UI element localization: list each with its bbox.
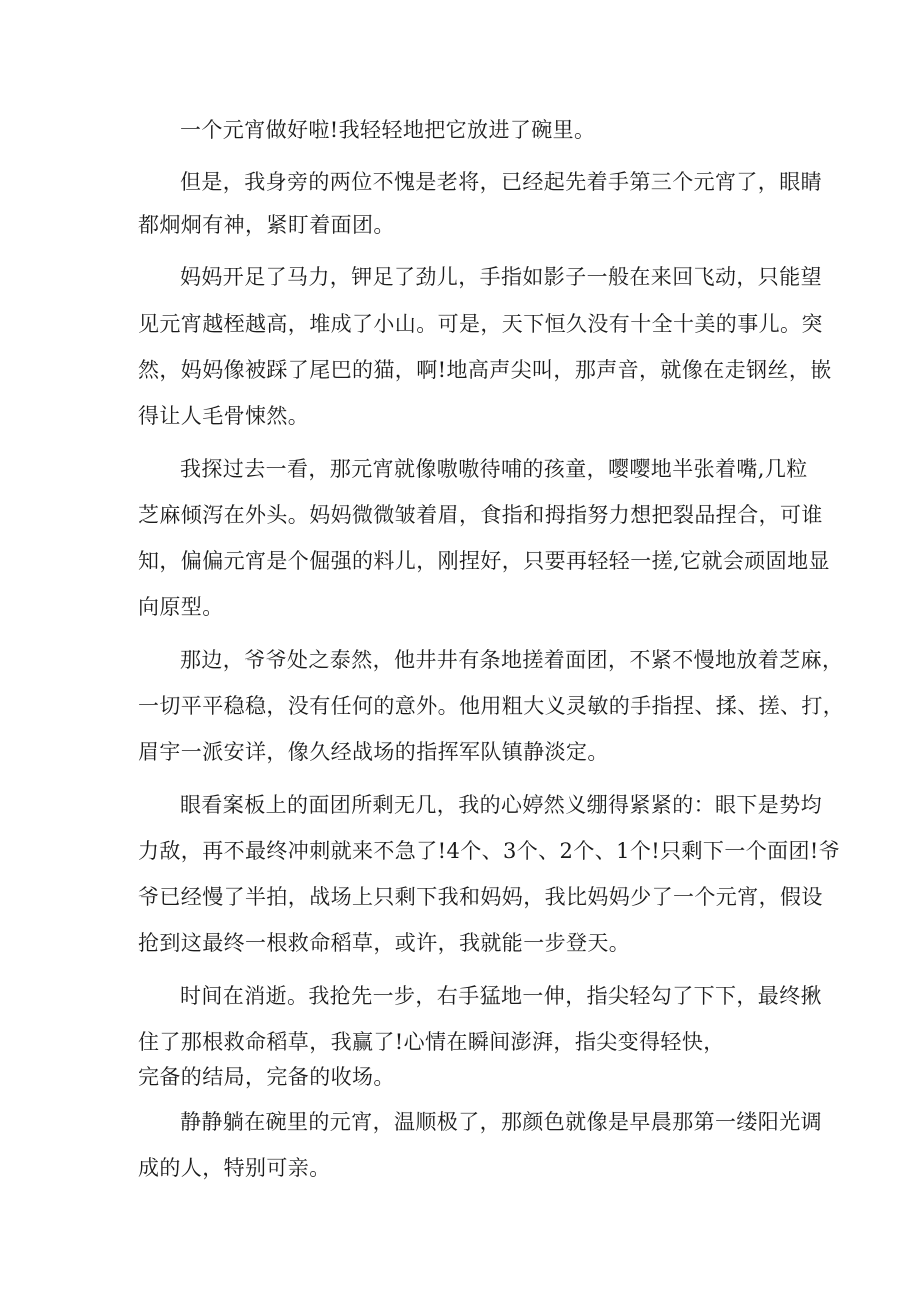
- text-line: 完备的结局，完备的收场。: [138, 1065, 395, 1089]
- text-line: 向原型。: [138, 595, 224, 619]
- text-line: 芝麻倾泻在外头。妈妈微微皱着眉，食指和拇指努力想把裂品捏合，可谁: [138, 503, 823, 527]
- text-line: 爷已经慢了半拍，战场上只剩下我和妈妈，我比妈妈少了一个元宵，假设: [138, 885, 823, 909]
- text-line: 然，妈妈像被踩了尾巴的猫，啊!地高声尖叫，那声音，就像在走钢丝，嵌: [138, 358, 832, 382]
- text-line: 但是，我身旁的两位不愧是老将，已经起先着手第三个元宵了，眼睛: [180, 170, 822, 194]
- text-line: 住了那根救命稻草，我赢了!心情在瞬间澎湃，指尖变得轻快，: [138, 1030, 725, 1054]
- text-line: 都炯炯有神，紧盯着面团。: [138, 213, 395, 237]
- text-line: 我探过去一看，那元宵就像嗷嗷待哺的孩童，嘤嘤地半张着嘴,几粒: [180, 457, 808, 481]
- text-line: 得让人毛骨悚然。: [138, 404, 310, 428]
- text-line: 成的人，特别可亲。: [138, 1156, 331, 1180]
- text-line: 眉宇一派安详，像久经战场的指挥军队镇静淡定。: [138, 740, 609, 764]
- text-line: 力敌，再不最终冲刺就来不急了!4个、3个、2个、1个!只剩下一个面团!爷: [138, 839, 841, 863]
- text-line: 眼看案板上的面团所剩无几，我的心婷然义绷得紧紧的：眼下是势均: [180, 793, 822, 817]
- text-line: 静静躺在碗里的元宵，温顺极了，那颜色就像是早晨那第一缕阳光调: [180, 1110, 822, 1134]
- text-line: 一切平平稳稳，没有任何的意外。他用粗大义灵敏的手指捏、揉、搓、打，: [138, 694, 845, 718]
- text-line: 抢到这最终一根救命稻草，或许，我就能一步登天。: [138, 931, 631, 955]
- text-line: 那边，爷爷处之泰然，他井井有条地搓着面团，不紧不慢地放着芝麻，: [180, 648, 844, 672]
- text-line: 时间在消逝。我抢先一步，右手猛地一伸，指尖轻勾了下下，最终揪: [180, 984, 822, 1008]
- text-line: 知，偏偏元宵是个倔强的料儿，刚捏好，只要再轻轻一搓,它就会顽固地显: [138, 549, 830, 573]
- text-line: 见元宵越桎越高，堆成了小山。可是，天下恒久没有十全十美的事儿。突: [138, 312, 823, 336]
- text-line: 一个元宵做好啦!我轻轻地把它放进了碗里。: [180, 118, 596, 142]
- text-line: 妈妈开足了马力，钾足了劲儿，手指如影子一般在来回飞动，只能望: [180, 265, 822, 289]
